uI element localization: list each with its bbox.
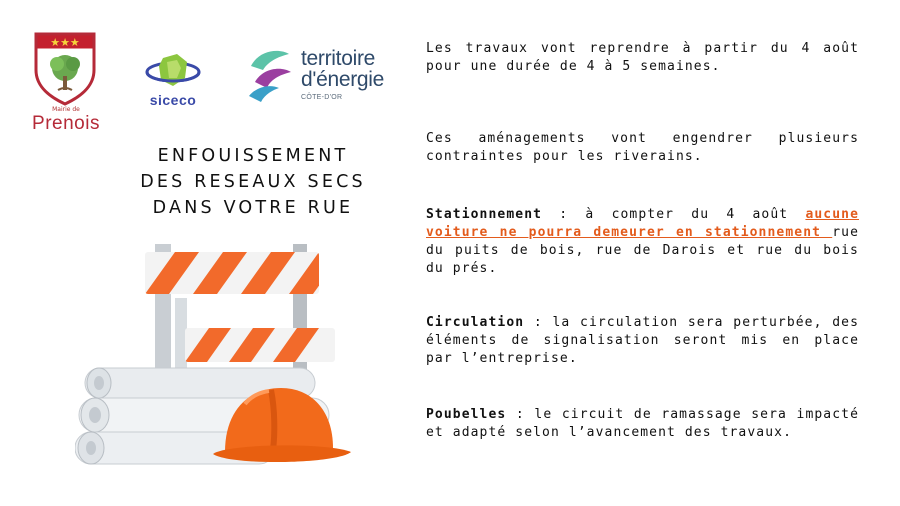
traffic-paragraph bbox=[426, 314, 859, 368]
traffic-text: : la circulation sera perturbée, des éléments de signalisation seront mis en place par l’entreprise. bbox=[426, 315, 859, 366]
mairie-crest-icon bbox=[28, 32, 104, 106]
territoire-energie-logo-icon bbox=[245, 44, 297, 104]
parking-label: Stationnement bbox=[426, 207, 543, 222]
waste-paragraph bbox=[426, 406, 859, 442]
mairie-caption: Mairie de bbox=[52, 106, 80, 113]
territoire-line1: territoire bbox=[301, 47, 376, 70]
parking-highlight: aucune voiture ne pourra demeurer en stationnement bbox=[426, 207, 859, 240]
territoire-line3: CÔTE-D'OR bbox=[301, 94, 343, 101]
svg-text:★★★: ★★★ bbox=[50, 36, 80, 49]
title-line-2: DES RESEAUX SECS bbox=[140, 172, 366, 192]
roadwork-barrier-illustration bbox=[75, 238, 360, 470]
page-title bbox=[108, 143, 398, 221]
title-line-3: DANS VOTRE RUE bbox=[152, 198, 354, 218]
parking-tail: rue du puits de bois, rue de Darois et rue du bois du prés. bbox=[426, 225, 859, 276]
territoire-line2: d'énergie bbox=[301, 68, 385, 91]
mairie-name: Prenois bbox=[32, 113, 100, 134]
mairie-prenois-logo bbox=[28, 32, 104, 132]
waste-label: Poubelles bbox=[426, 407, 507, 422]
siceco-logo bbox=[133, 48, 213, 108]
roadwork-illustration bbox=[75, 238, 360, 470]
constraints-paragraph: Ces aménagements vont engendrer plusieurs contraintes pour les riverains. bbox=[426, 131, 859, 164]
siceco-name: siceco bbox=[149, 92, 197, 108]
siceco-logo-icon bbox=[133, 48, 213, 94]
parking-lead: : à compter du 4 août bbox=[542, 207, 806, 222]
territoire-energie-logo bbox=[245, 44, 410, 106]
traffic-label: Circulation bbox=[426, 315, 525, 330]
parking-paragraph bbox=[426, 206, 859, 278]
title-line-1: ENFOUISSEMENT bbox=[157, 146, 349, 166]
waste-text: : le circuit de ramassage sera impacté et adapté selon l’avancement des travaux. bbox=[426, 407, 859, 440]
intro-paragraph: Les travaux vont reprendre à partir du 4 août pour une durée de 4 à 5 semaines. bbox=[426, 41, 859, 74]
